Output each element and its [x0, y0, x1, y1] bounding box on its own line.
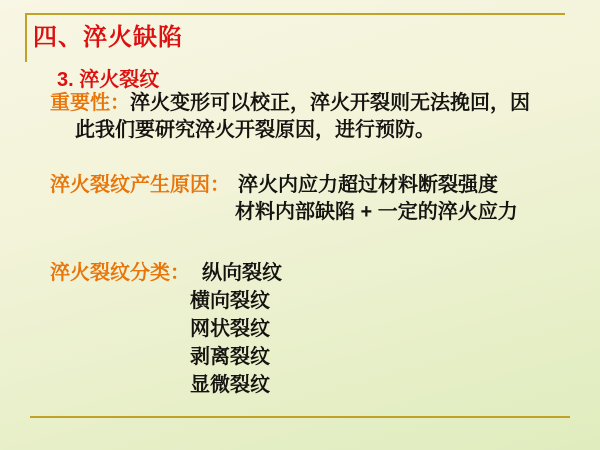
section-heading: 3. 淬火裂纹 — [57, 69, 160, 91]
causes-label: 淬火裂纹产生原因： — [50, 174, 230, 196]
classification-item: 纵向裂纹 — [202, 262, 282, 284]
classification-item: 剥离裂纹 — [190, 346, 270, 368]
classification-line-1 — [50, 259, 282, 287]
importance-label: 重要性： — [50, 92, 130, 114]
classification-item: 显微裂纹 — [190, 374, 270, 396]
causes-line-1 — [50, 172, 518, 199]
classification-block — [50, 259, 282, 399]
causes-text-2: 材料内部缺陷 + 一定的淬火应力 — [235, 201, 518, 223]
classification-item: 横向裂纹 — [190, 290, 270, 312]
classification-label: 淬火裂纹分类： — [50, 262, 190, 284]
title-rule-left — [25, 13, 27, 62]
importance-paragraph — [50, 90, 530, 144]
importance-text-1: 淬火变形可以校正，淬火开裂则无法挽回，因 — [130, 92, 530, 114]
causes-text-1: 淬火内应力超过材料断裂强度 — [238, 174, 498, 196]
slide-title: 四、淬火缺陷 — [33, 24, 183, 51]
importance-text-2: 此我们要研究淬火开裂原因，进行预防。 — [75, 119, 435, 141]
title-rule-top — [25, 13, 565, 15]
classification-item: 网状裂纹 — [190, 318, 270, 340]
importance-line-1 — [50, 90, 530, 117]
bottom-rule — [30, 416, 570, 418]
causes-paragraph — [50, 172, 518, 226]
